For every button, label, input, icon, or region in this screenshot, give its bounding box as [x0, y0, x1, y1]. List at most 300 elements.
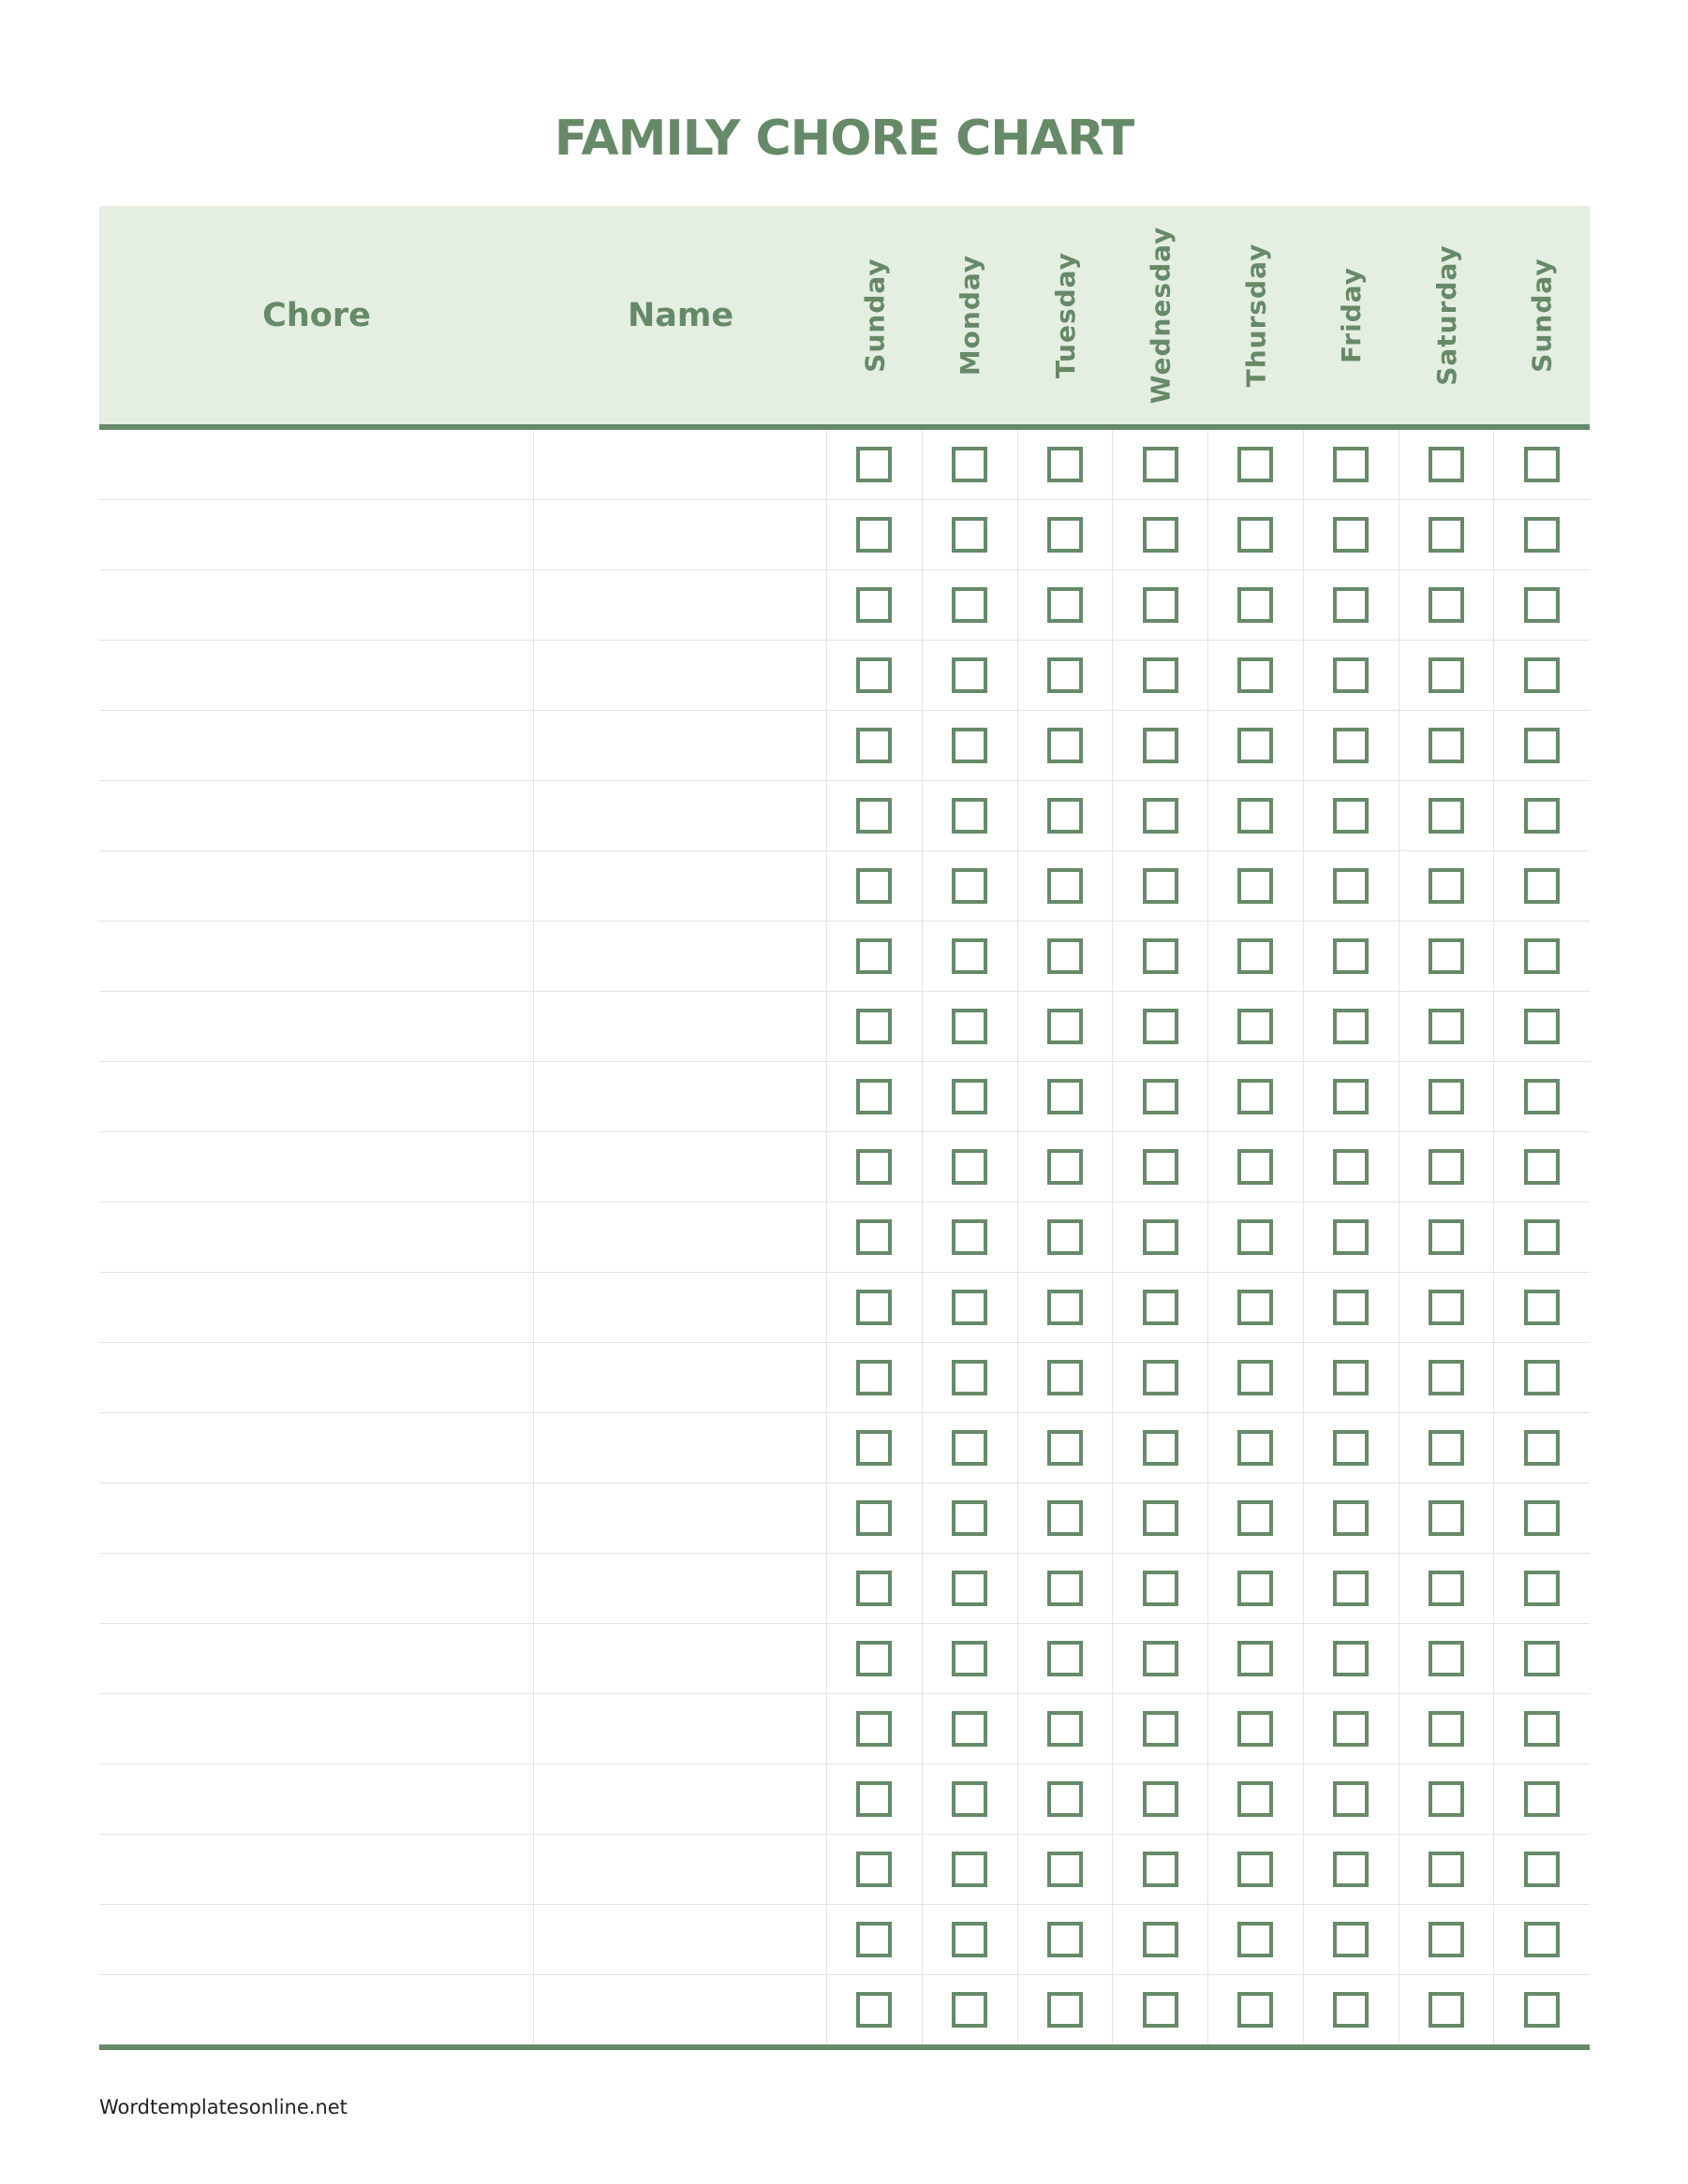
checkbox[interactable] [1429, 1149, 1464, 1185]
checkbox[interactable] [1143, 447, 1178, 482]
checkbox[interactable] [1333, 1149, 1369, 1185]
day-cell [1399, 851, 1495, 921]
checkbox[interactable] [1524, 1500, 1560, 1536]
day-cell [1494, 641, 1590, 710]
checkbox[interactable] [1429, 657, 1464, 693]
checkbox[interactable] [1047, 1149, 1083, 1185]
checkbox[interactable] [856, 1922, 892, 1957]
checkbox[interactable] [1047, 1219, 1083, 1255]
day-cell [827, 1554, 923, 1623]
checkbox[interactable] [856, 1290, 892, 1325]
checkbox[interactable] [1047, 1430, 1083, 1466]
chore-cell[interactable] [99, 1694, 534, 1763]
checkbox[interactable] [1047, 798, 1083, 834]
checkbox[interactable] [1143, 1852, 1178, 1887]
day-cell [923, 1132, 1018, 1202]
chore-cell[interactable] [99, 1905, 534, 1974]
day-cell [1208, 851, 1304, 921]
day-cell [1304, 1062, 1399, 1131]
checkbox[interactable] [952, 1641, 987, 1676]
checkbox[interactable] [1047, 517, 1083, 553]
checkbox[interactable] [856, 1992, 892, 2028]
checkbox[interactable] [1237, 517, 1273, 553]
checkbox[interactable] [1524, 1922, 1560, 1957]
day-cell [1399, 430, 1495, 499]
name-cell[interactable] [534, 781, 827, 850]
checkbox[interactable] [1237, 938, 1273, 974]
checkbox[interactable] [1237, 1290, 1273, 1325]
day-cell [1494, 1203, 1590, 1272]
checkbox[interactable] [1237, 728, 1273, 763]
checkbox[interactable] [856, 728, 892, 763]
day-cell [1399, 641, 1495, 710]
checkbox[interactable] [952, 517, 987, 553]
day-cell [923, 1203, 1018, 1272]
day-cell [1304, 1554, 1399, 1623]
checkbox[interactable] [856, 447, 892, 482]
checkbox[interactable] [1429, 1641, 1464, 1676]
checkbox[interactable] [1429, 1992, 1464, 2028]
checkbox[interactable] [1143, 517, 1178, 553]
checkbox[interactable] [1524, 1641, 1560, 1676]
checkbox[interactable] [1047, 1711, 1083, 1747]
day-cell [1304, 992, 1399, 1061]
name-cell[interactable] [534, 1132, 827, 1202]
chore-cell[interactable] [99, 1764, 534, 1834]
day-cell [923, 500, 1018, 569]
day-cell [1399, 1203, 1495, 1272]
checkbox[interactable] [1333, 1009, 1369, 1044]
checkbox[interactable] [1429, 1922, 1464, 1957]
checkbox[interactable] [1047, 1641, 1083, 1676]
checkbox[interactable] [856, 1641, 892, 1676]
name-cell[interactable] [534, 922, 827, 991]
checkbox[interactable] [1143, 938, 1178, 974]
checkbox[interactable] [1524, 657, 1560, 693]
checkbox[interactable] [1047, 1852, 1083, 1887]
day-cell [827, 1062, 923, 1131]
chore-cell[interactable] [99, 1343, 534, 1412]
checkbox[interactable] [1429, 1219, 1464, 1255]
checkbox[interactable] [1143, 1219, 1178, 1255]
checkbox[interactable] [1143, 1711, 1178, 1747]
day-cell [827, 1835, 923, 1904]
checkbox[interactable] [952, 1781, 987, 1817]
chore-cell[interactable] [99, 570, 534, 640]
checkbox[interactable] [1524, 1149, 1560, 1185]
checkbox[interactable] [952, 657, 987, 693]
checkbox[interactable] [1524, 447, 1560, 482]
checkbox[interactable] [1047, 1079, 1083, 1114]
chore-cell[interactable] [99, 1554, 534, 1623]
day-cell [827, 1273, 923, 1342]
checkbox[interactable] [856, 1149, 892, 1185]
chore-cell[interactable] [99, 1062, 534, 1131]
checkbox[interactable] [856, 1219, 892, 1255]
checkbox[interactable] [1524, 1711, 1560, 1747]
checkbox[interactable] [1333, 1852, 1369, 1887]
day-cell [1113, 1413, 1208, 1483]
chore-cell[interactable] [99, 1624, 534, 1693]
day-cell [923, 641, 1018, 710]
checkbox[interactable] [952, 1922, 987, 1957]
checkbox[interactable] [1047, 447, 1083, 482]
checkbox[interactable] [1237, 1852, 1273, 1887]
column-header-day [1018, 206, 1114, 424]
day-cell [1208, 1132, 1304, 1202]
checkbox[interactable] [952, 868, 987, 904]
checkbox[interactable] [1429, 868, 1464, 904]
checkbox[interactable] [1333, 517, 1369, 553]
checkbox[interactable] [1524, 1219, 1560, 1255]
day-cell [1113, 781, 1208, 850]
checkbox[interactable] [1524, 728, 1560, 763]
day-cell [1399, 1975, 1495, 2044]
checkbox[interactable] [1047, 1290, 1083, 1325]
checkbox[interactable] [952, 1571, 987, 1606]
checkbox[interactable] [1237, 447, 1273, 482]
checkbox[interactable] [1237, 1149, 1273, 1185]
checkbox[interactable] [856, 1009, 892, 1044]
checkbox[interactable] [1524, 938, 1560, 974]
checkbox[interactable] [1524, 1079, 1560, 1114]
checkbox[interactable] [952, 728, 987, 763]
checkbox[interactable] [952, 798, 987, 834]
checkbox[interactable] [856, 1781, 892, 1817]
name-cell[interactable] [534, 1273, 827, 1342]
name-cell[interactable] [534, 1624, 827, 1693]
checkbox[interactable] [1333, 938, 1369, 974]
table-row [99, 1483, 1590, 1554]
name-cell[interactable] [534, 500, 827, 569]
checkbox[interactable] [1143, 1079, 1178, 1114]
checkbox[interactable] [1333, 1500, 1369, 1536]
day-cell [1208, 711, 1304, 780]
day-cell [1113, 641, 1208, 710]
checkbox[interactable] [952, 1290, 987, 1325]
day-cell [1208, 922, 1304, 991]
name-cell[interactable] [534, 1694, 827, 1763]
checkbox[interactable] [856, 1430, 892, 1466]
checkbox[interactable] [1047, 728, 1083, 763]
column-header-chore: Chore [262, 296, 371, 334]
day-cell [827, 781, 923, 850]
checkbox[interactable] [1429, 1571, 1464, 1606]
chore-cell[interactable] [99, 922, 534, 991]
checkbox[interactable] [1333, 657, 1369, 693]
checkbox[interactable] [1143, 1781, 1178, 1817]
checkbox[interactable] [1143, 1149, 1178, 1185]
checkbox[interactable] [1429, 1290, 1464, 1325]
checkbox[interactable] [856, 1711, 892, 1747]
chore-cell[interactable] [99, 1975, 534, 2044]
checkbox[interactable] [856, 1571, 892, 1606]
checkbox[interactable] [1143, 1922, 1178, 1957]
chore-cell[interactable] [99, 1483, 534, 1553]
checkbox[interactable] [1524, 587, 1560, 623]
chore-cell[interactable] [99, 992, 534, 1061]
chore-cell[interactable] [99, 1413, 534, 1483]
day-cell [1113, 1905, 1208, 1974]
checkbox[interactable] [1047, 1992, 1083, 2028]
checkbox[interactable] [1237, 1922, 1273, 1957]
chore-cell[interactable] [99, 1273, 534, 1342]
checkbox[interactable] [1143, 1641, 1178, 1676]
checkbox[interactable] [1429, 1430, 1464, 1466]
day-cell [1304, 1764, 1399, 1834]
checkbox[interactable] [1237, 1500, 1273, 1536]
name-cell[interactable] [534, 1835, 827, 1904]
checkbox[interactable] [1047, 1922, 1083, 1957]
name-cell[interactable] [534, 1554, 827, 1623]
checkbox[interactable] [1333, 1290, 1369, 1325]
checkbox[interactable] [1143, 868, 1178, 904]
checkbox[interactable] [1047, 1781, 1083, 1817]
checkbox[interactable] [1333, 1079, 1369, 1114]
checkbox[interactable] [1429, 1360, 1464, 1395]
checkbox[interactable] [952, 1149, 987, 1185]
checkbox[interactable] [1237, 657, 1273, 693]
checkbox[interactable] [1237, 1079, 1273, 1114]
checkbox[interactable] [952, 1360, 987, 1395]
checkbox[interactable] [1237, 1571, 1273, 1606]
day-cell [1018, 851, 1114, 921]
day-cell [1494, 1975, 1590, 2044]
day-cell [923, 1483, 1018, 1553]
checkbox[interactable] [1429, 517, 1464, 553]
name-cell[interactable] [534, 1343, 827, 1412]
checkbox[interactable] [1524, 1430, 1560, 1466]
chore-cell[interactable] [99, 851, 534, 921]
checkbox[interactable] [1524, 1290, 1560, 1325]
checkbox[interactable] [1237, 1641, 1273, 1676]
checkbox[interactable] [1237, 1781, 1273, 1817]
checkbox[interactable] [1237, 868, 1273, 904]
checkbox[interactable] [1524, 868, 1560, 904]
checkbox[interactable] [856, 1500, 892, 1536]
checkbox[interactable] [1333, 1571, 1369, 1606]
name-cell[interactable] [534, 1062, 827, 1131]
day-cell [923, 1694, 1018, 1763]
day-cell [827, 711, 923, 780]
checkbox[interactable] [1143, 1360, 1178, 1395]
checkbox[interactable] [1333, 728, 1369, 763]
checkbox[interactable] [1524, 798, 1560, 834]
checkbox[interactable] [1429, 1711, 1464, 1747]
day-cell [1113, 922, 1208, 991]
chore-cell[interactable] [99, 781, 534, 850]
checkbox[interactable] [1429, 447, 1464, 482]
checkbox[interactable] [1143, 1571, 1178, 1606]
name-cell[interactable] [534, 430, 827, 499]
checkbox[interactable] [1047, 657, 1083, 693]
checkbox[interactable] [1429, 1852, 1464, 1887]
checkbox[interactable] [952, 1219, 987, 1255]
checkbox[interactable] [1143, 657, 1178, 693]
checkbox[interactable] [1047, 868, 1083, 904]
day-cell [923, 570, 1018, 640]
day-cell [1304, 711, 1399, 780]
checkbox[interactable] [1047, 1360, 1083, 1395]
chore-cell[interactable] [99, 711, 534, 780]
checkbox[interactable] [1429, 1781, 1464, 1817]
checkbox[interactable] [952, 1079, 987, 1114]
checkbox[interactable] [1237, 1430, 1273, 1466]
day-cell [1304, 1835, 1399, 1904]
checkbox[interactable] [1237, 1992, 1273, 2028]
checkbox[interactable] [952, 587, 987, 623]
checkbox[interactable] [1047, 1009, 1083, 1044]
table-row [99, 1203, 1590, 1273]
day-cell [1208, 1413, 1304, 1483]
name-cell[interactable] [534, 1413, 827, 1483]
checkbox[interactable] [1333, 1992, 1369, 2028]
day-cell [827, 1132, 923, 1202]
checkbox[interactable] [952, 1992, 987, 2028]
checkbox[interactable] [1524, 517, 1560, 553]
day-cell [1399, 1413, 1495, 1483]
checkbox[interactable] [952, 1009, 987, 1044]
checkbox[interactable] [1333, 587, 1369, 623]
checkbox[interactable] [952, 938, 987, 974]
checkbox[interactable] [952, 1500, 987, 1536]
checkbox[interactable] [856, 1360, 892, 1395]
checkbox[interactable] [1143, 1992, 1178, 2028]
day-cell [1113, 1062, 1208, 1131]
day-cell [1113, 1764, 1208, 1834]
checkbox[interactable] [1333, 1641, 1369, 1676]
name-cell[interactable] [534, 851, 827, 921]
checkbox[interactable] [1237, 1360, 1273, 1395]
checkbox[interactable] [856, 657, 892, 693]
checkbox[interactable] [1047, 1500, 1083, 1536]
day-cell [1494, 1132, 1590, 1202]
name-cell[interactable] [534, 1203, 827, 1272]
checkbox[interactable] [856, 1079, 892, 1114]
checkbox[interactable] [1143, 728, 1178, 763]
checkbox[interactable] [856, 587, 892, 623]
name-cell[interactable] [534, 1483, 827, 1553]
checkbox[interactable] [1429, 938, 1464, 974]
chore-cell[interactable] [99, 1132, 534, 1202]
day-cell [1018, 1132, 1114, 1202]
day-cell [1113, 1554, 1208, 1623]
checkbox[interactable] [1524, 1571, 1560, 1606]
day-cell [1018, 1835, 1114, 1904]
checkbox[interactable] [1429, 1500, 1464, 1536]
checkbox[interactable] [856, 798, 892, 834]
table-row [99, 1694, 1590, 1764]
checkbox[interactable] [1047, 1571, 1083, 1606]
name-cell[interactable] [534, 1764, 827, 1834]
checkbox[interactable] [1143, 798, 1178, 834]
day-cell [1494, 1624, 1590, 1693]
checkbox[interactable] [952, 1711, 987, 1747]
day-cell [827, 992, 923, 1061]
checkbox[interactable] [1237, 1009, 1273, 1044]
name-cell[interactable] [534, 641, 827, 710]
checkbox[interactable] [1333, 1922, 1369, 1957]
day-cell [1018, 1062, 1114, 1131]
checkbox[interactable] [952, 447, 987, 482]
chore-cell[interactable] [99, 641, 534, 710]
name-cell[interactable] [534, 570, 827, 640]
checkbox[interactable] [1333, 1711, 1369, 1747]
checkbox[interactable] [1143, 587, 1178, 623]
checkbox[interactable] [1333, 1430, 1369, 1466]
checkbox[interactable] [1429, 587, 1464, 623]
day-cell [827, 570, 923, 640]
checkbox[interactable] [1333, 1219, 1369, 1255]
checkbox[interactable] [856, 1852, 892, 1887]
checkbox[interactable] [952, 1852, 987, 1887]
checkbox[interactable] [1524, 1781, 1560, 1817]
checkbox[interactable] [1047, 938, 1083, 974]
checkbox[interactable] [1524, 1009, 1560, 1044]
checkbox[interactable] [856, 938, 892, 974]
checkbox[interactable] [952, 1430, 987, 1466]
name-cell[interactable] [534, 1905, 827, 1974]
checkbox[interactable] [1524, 1360, 1560, 1395]
checkbox[interactable] [1143, 1009, 1178, 1044]
day-cell [1018, 500, 1114, 569]
checkbox[interactable] [1143, 1500, 1178, 1536]
checkbox[interactable] [1333, 868, 1369, 904]
day-cell [1304, 1413, 1399, 1483]
checkbox[interactable] [1333, 1781, 1369, 1817]
checkbox[interactable] [1429, 798, 1464, 834]
checkbox[interactable] [1333, 1360, 1369, 1395]
name-cell[interactable] [534, 992, 827, 1061]
chore-cell[interactable] [99, 1203, 534, 1272]
day-cell [827, 641, 923, 710]
checkbox[interactable] [1237, 587, 1273, 623]
column-header-day [827, 206, 923, 424]
day-cell [1018, 1343, 1114, 1412]
day-cell [827, 430, 923, 499]
chore-cell[interactable] [99, 500, 534, 569]
day-cell [1494, 1905, 1590, 1974]
checkbox[interactable] [1047, 587, 1083, 623]
day-cell [923, 1905, 1018, 1974]
name-cell[interactable] [534, 1975, 827, 2044]
checkbox[interactable] [1429, 1079, 1464, 1114]
day-cell [1399, 1343, 1495, 1412]
day-cell [1113, 1132, 1208, 1202]
checkbox[interactable] [856, 517, 892, 553]
name-cell[interactable] [534, 711, 827, 780]
chore-cell[interactable] [99, 430, 534, 499]
day-cell [1113, 711, 1208, 780]
day-label: Sunday [859, 258, 891, 373]
chore-cell[interactable] [99, 1835, 534, 1904]
checkbox[interactable] [1429, 728, 1464, 763]
day-cell [1304, 430, 1399, 499]
checkbox[interactable] [1524, 1992, 1560, 2028]
checkbox[interactable] [1237, 798, 1273, 834]
checkbox[interactable] [856, 868, 892, 904]
checkbox[interactable] [1143, 1290, 1178, 1325]
day-cell [1399, 1694, 1495, 1763]
checkbox[interactable] [1333, 447, 1369, 482]
checkbox[interactable] [1237, 1711, 1273, 1747]
day-cell [1399, 1905, 1495, 1974]
checkbox[interactable] [1333, 798, 1369, 834]
checkbox[interactable] [1524, 1852, 1560, 1887]
checkbox[interactable] [1143, 1430, 1178, 1466]
checkbox[interactable] [1429, 1009, 1464, 1044]
checkbox[interactable] [1237, 1219, 1273, 1255]
